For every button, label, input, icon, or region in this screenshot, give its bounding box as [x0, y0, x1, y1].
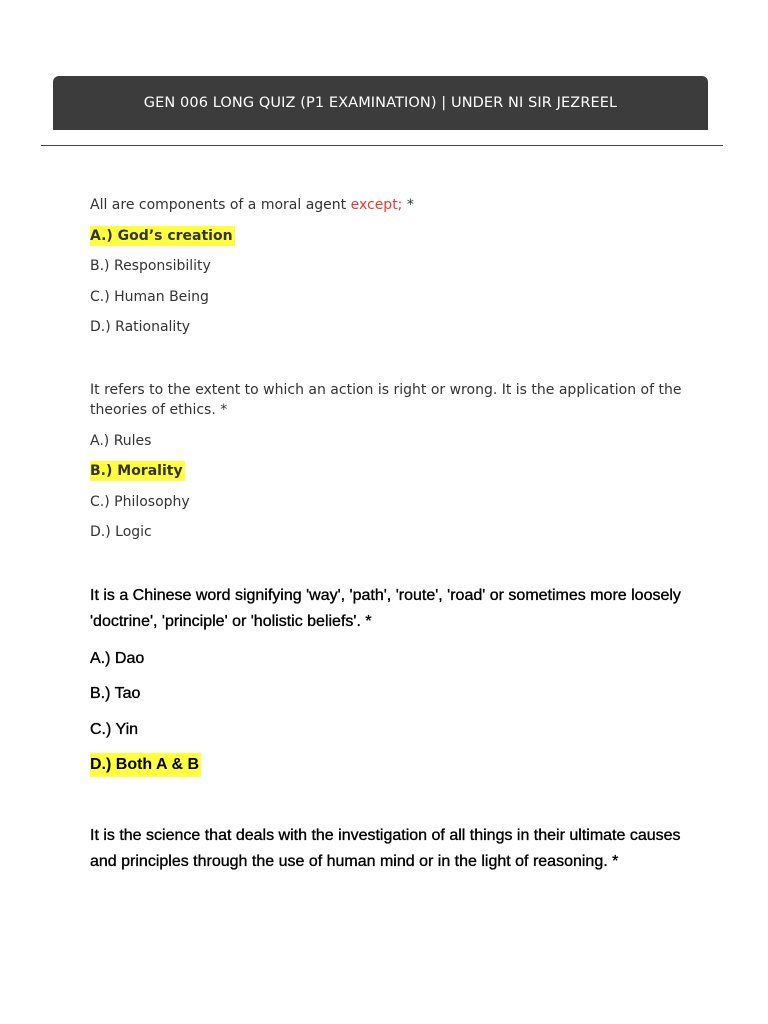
correct-answer-highlight: D.) Both A & B — [90, 753, 201, 777]
question-4 — [90, 823, 690, 875]
correct-answer-highlight: A.) God’s creation — [90, 227, 233, 244]
question-3-prompt: It is a Chinese word signifying 'way', 'path', 'route', 'road' or sometimes more loosely 'doctrine', 'principle' or 'holistic beliefs'. * — [90, 587, 681, 630]
question-2-option-b — [90, 461, 690, 481]
question-1-prompt: All are components of a moral agent except; * — [90, 197, 414, 213]
question-1-option-a — [90, 226, 690, 246]
correct-answer-highlight: B.) Morality — [90, 463, 183, 479]
question-2-option-d: D.) Logic — [90, 524, 152, 540]
question-3 — [90, 583, 700, 777]
question-2-option-a: A.) Rules — [90, 432, 152, 449]
quiz-title: GEN 006 LONG QUIZ (P1 EXAMINATION) | UNDER NI SIR JEZREEL — [143, 95, 618, 111]
question-1-option-c: C.) Human Being — [90, 288, 209, 305]
except-emphasis: except; — [350, 197, 403, 213]
quiz-title-bar — [53, 76, 708, 130]
question-3-option-b: B.) Tao — [90, 685, 141, 702]
question-3-option-c: C.) Yin — [90, 720, 139, 738]
question-1 — [90, 195, 690, 337]
question-1-option-d: D.) Rationality — [90, 319, 191, 335]
question-3-option-d — [90, 753, 700, 777]
question-2 — [90, 380, 690, 542]
question-3-option-a: A.) Dao — [90, 649, 145, 667]
question-2-prompt: It refers to the extent to which an action is right or wrong. It is the application of the theories of ethics. * — [90, 382, 682, 418]
question-4-prompt: It is the science that deals with the investigation of all things in their ultimate causes and principles through the use of human mind or in the light of reasoning. * — [90, 827, 681, 870]
question-1-option-b: B.) Responsibility — [90, 258, 211, 274]
question-2-option-c: C.) Philosophy — [90, 493, 190, 510]
header-divider — [41, 145, 723, 146]
